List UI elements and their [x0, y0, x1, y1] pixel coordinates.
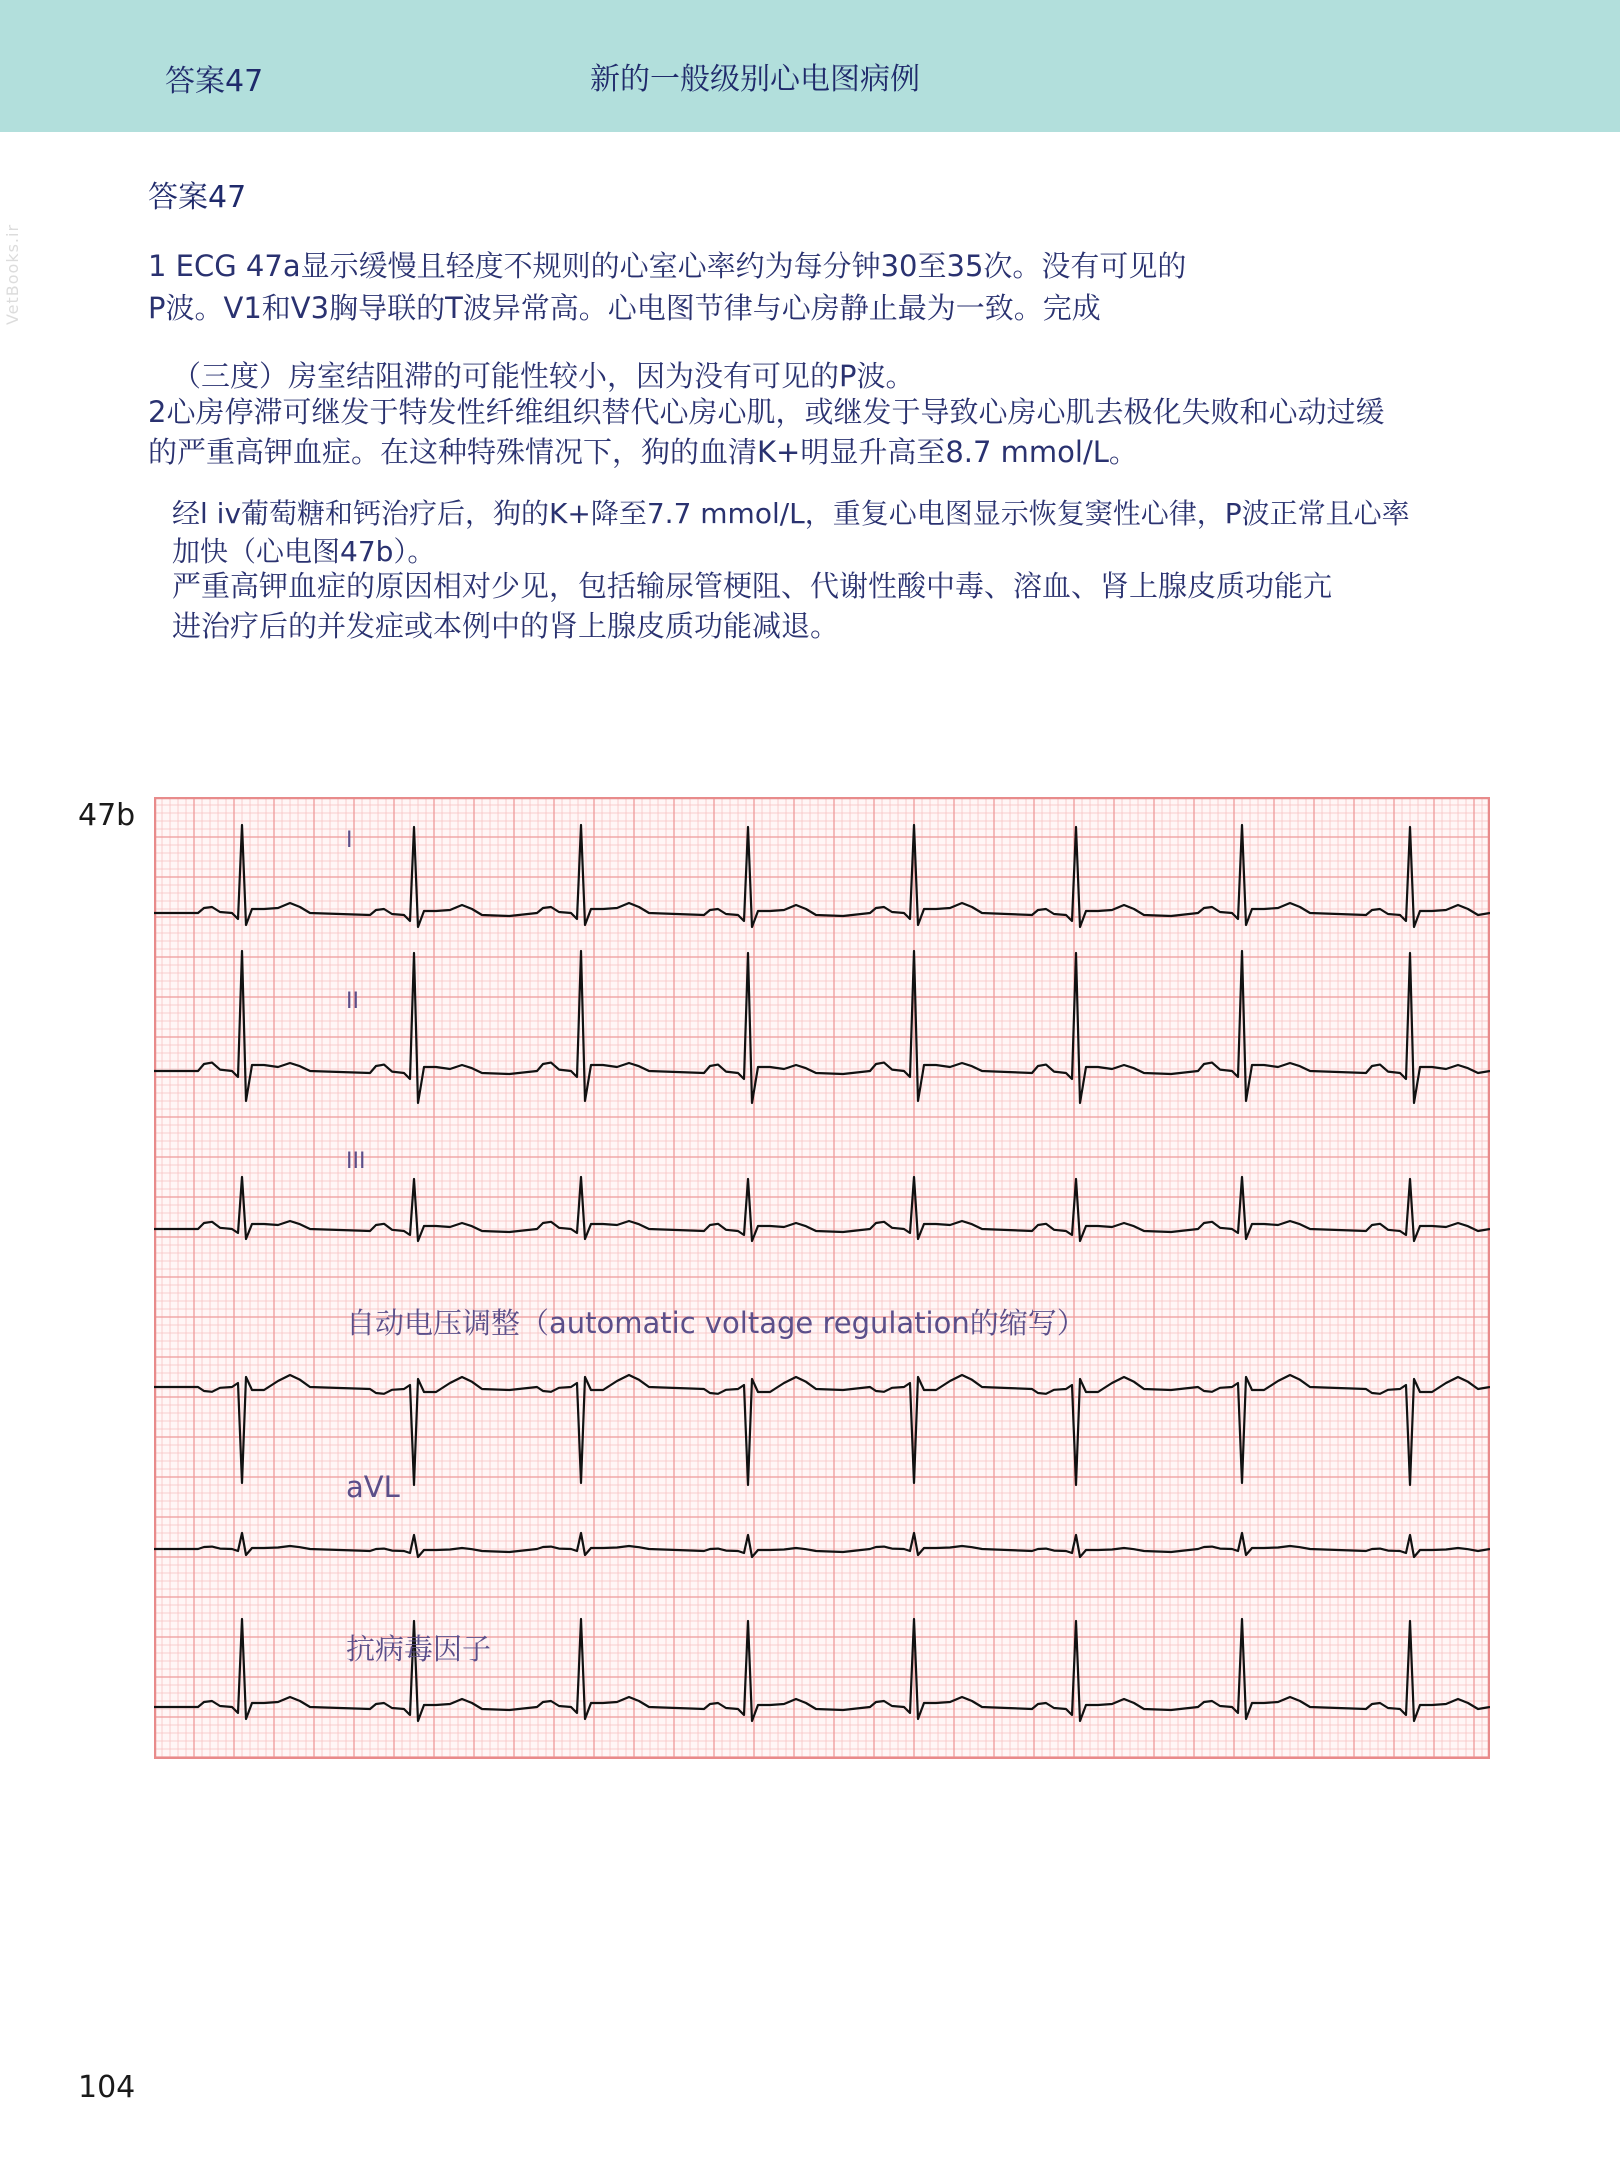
ecg-figure [154, 797, 1490, 1759]
watermark: VetBooks.ir [3, 223, 23, 326]
paragraph-line: 1 ECG 47a显示缓慢且轻度不规则的心室心率约为每分钟30至35次。没有可见的 [148, 249, 1187, 283]
paragraph-line: 严重高钾血症的原因相对少见，包括输尿管梗阻、代谢性酸中毒、溶血、肾上腺皮质功能亢 [172, 569, 1333, 603]
paragraph-line: 经l iv葡萄糖和钙治疗后，狗的K+降至7.7 mmol/L，重复心电图显示恢复窦性心律，P波正常且心率 [172, 497, 1410, 530]
lead-label: II [346, 989, 359, 1014]
paragraph-line: 2心房停滞可继发于特发性纤维组织替代心房心肌，或继发于导致心房心肌去极化失败和心动过缓 [148, 395, 1385, 429]
header-answer-label: 答案47 [165, 64, 264, 99]
ecg-strip [154, 797, 1490, 1759]
page-number: 104 [78, 2070, 136, 2105]
lead-label: aVL [346, 1470, 400, 1504]
lead-label: 自动电压调整（automatic voltage regulation的缩写） [346, 1306, 1086, 1340]
answer-heading: 答案47 [148, 180, 247, 215]
paragraph-line: （三度）房室结阻滞的可能性较小，因为没有可见的P波。 [172, 359, 915, 393]
lead-label: 抗病毒因子 [346, 1632, 492, 1666]
paragraph-line: 的严重高钾血症。在这种特殊情况下，狗的血清K+明显升高至8.7 mmol/L。 [148, 435, 1138, 469]
ecg-grid [154, 797, 1490, 1759]
lead-label: III [346, 1149, 366, 1174]
paragraph-line: 进治疗后的并发症或本例中的肾上腺皮质功能减退。 [172, 609, 840, 643]
figure-label: 47b [78, 798, 136, 833]
paragraph-line: 加快（心电图47b）。 [172, 535, 436, 568]
paragraph-line: P波。V1和V3胸导联的T波异常高。心电图节律与心房静止最为一致。完成 [148, 291, 1101, 325]
header-chapter-title: 新的一般级别心电图病例 [590, 62, 920, 97]
lead-label: I [346, 828, 353, 853]
